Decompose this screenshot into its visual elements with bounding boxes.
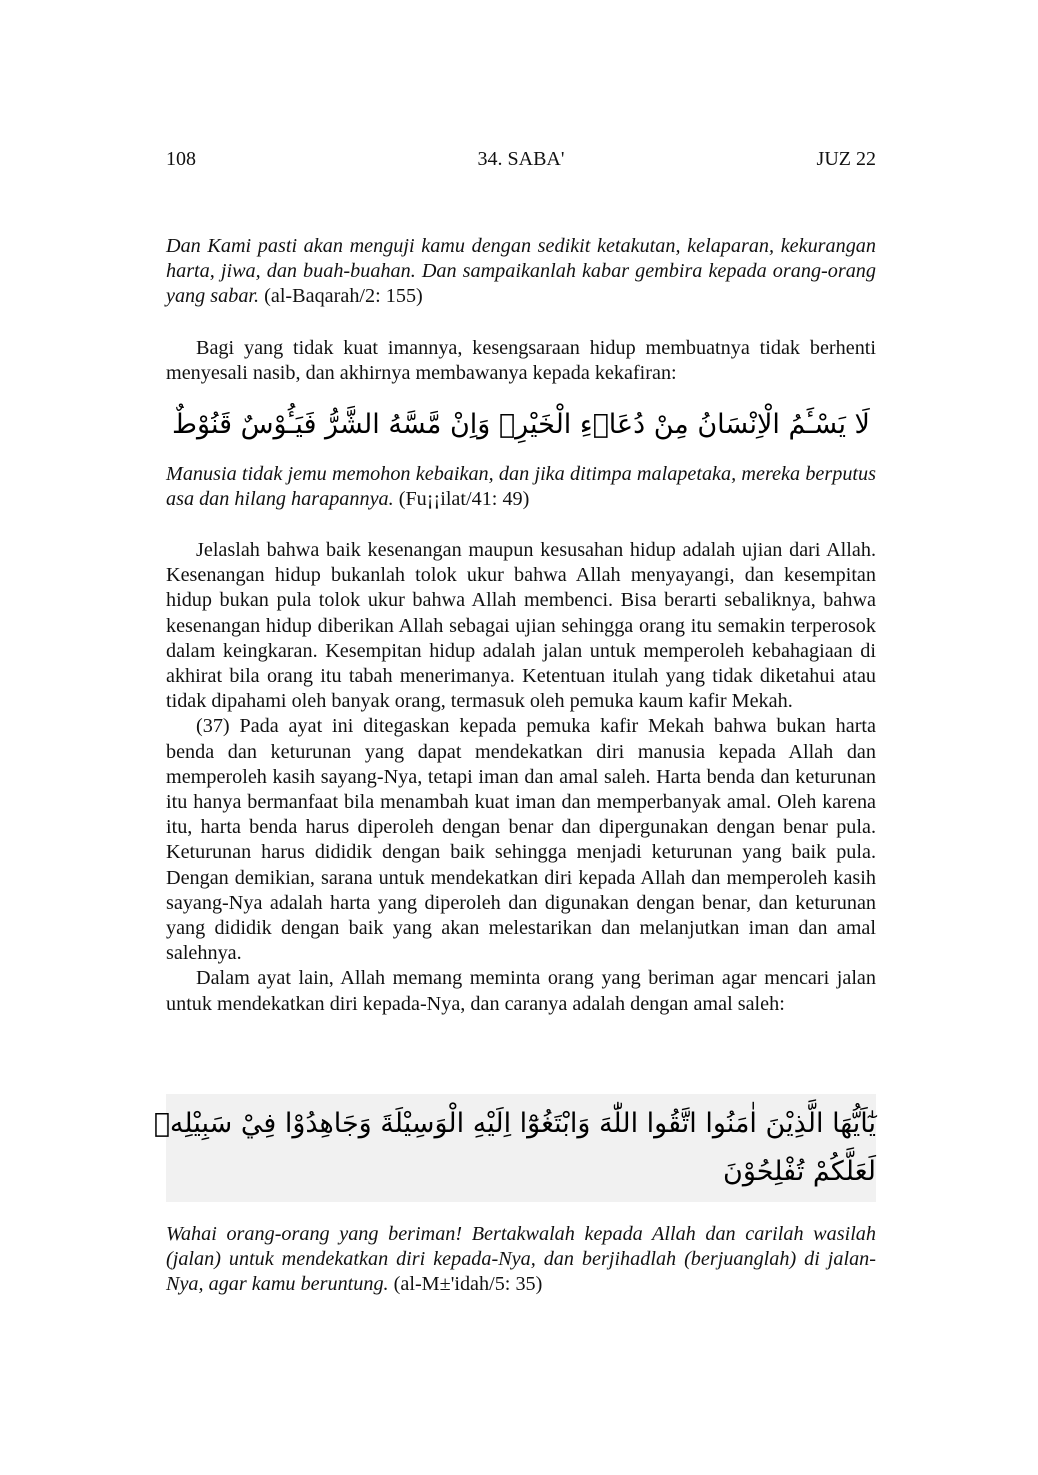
arabic-verse-line: لَعَلَّكُمْ تُفْلِحُوْنَ [723,1156,876,1187]
quote-almaidah [166,1222,876,1298]
paragraph-ayat-37: (37) Pada ayat ini ditegaskan kepada pemuka kafir Mekah bahwa bukan harta benda dan keturunan yang dapat mendekatkan diri manusia kepada Allah dan memperoleh kasih sayang-Nya, tetapi iman dan amal saleh. Harta benda dan keturunan itu hanya bermanfaat bila menambah kuat iman dan memperbanyak amal. Oleh karena itu, harta benda harus diperoleh dengan benar dan dipergunakan dengan benar pula. Keturunan harus dididik dengan baik sehingga menjadi keturunan yang baik pula. Dengan demikian, sarana untuk mendekatkan diri kepada Allah dan memperoleh kasih sayang-Nya adalah harta yang diperoleh dan digunakan dengan benar, dan keturunan yang dididik dengan baik yang akan melestarikan dan melanjutkan iman dan amal salehnya. [166,715,876,965]
quote-albaqarah [166,234,876,310]
quote-translation: Manusia tidak jemu memohon kebaikan, dan jika ditimpa malapetaka, mereka berputus asa dan hilang harapannya. [166,463,876,511]
quote-reference: (al-M±'idah/5: 35) [388,1273,543,1296]
paragraph-text: Bagi yang tidak kuat imannya, kesengsaraan hidup membuatnya tidak berhenti menyesali nasib, dan akhirnya membawanya kepada kekafiran: [166,337,876,385]
paragraph-ayat-lain: Dalam ayat lain, Allah memang meminta orang yang beriman agar mencari jalan untuk mendekatkan diri kepada-Nya, dan caranya adalah dengan amal saleh: [166,967,876,1015]
paragraph-intro [166,336,876,386]
paragraph-text: Jelaslah bahwa baik kesenangan maupun kesusahan hidup adalah ujian dari Allah. Kesenangan hidup bukanlah tolok ukur bahwa Allah menyayangi, dan kesempitan hidup bukan pula tolok ukur bahwa Allah membenci. Bisa berarti sebaliknya, bahwa kesenangan hidup diberikan Allah sebagai ujian sehingga orang itu semakin terperosok dalam keingkaran. Kesempitan hidup adalah jalan untuk memperoleh kebahagiaan di akhirat bila orang itu tabah menerimanya. Ketentuan itulah yang tidak diketahui atau tidak dipahami oleh banyak orang, termasuk oleh pemuka kaum kafir Mekah. [166,539,876,713]
paragraph-ujian [166,538,876,1017]
arabic-verse-line: يٰٓاَيُّهَا الَّذِيْنَ اٰمَنُوا اتَّقُوا اللّٰهَ وَابْتَغُوْٓا اِلَيْهِ الْوَسِيْلَةَ وَجَاهِدُوْا فِيْ سَبِيْلِهٖ [153,1108,876,1139]
page-header [166,146,876,172]
quote-reference: (Fu¡¡ilat/41: 49) [393,488,530,511]
quote-reference: (al-Baqarah/2: 155) [259,285,423,308]
arabic-verse-almaidah [153,1094,876,1202]
quote-translation: Wahai orang-orang yang beriman! Bertakwalah kepada Allah dan carilah wasilah (jalan) untuk mendekatkan diri kepada-Nya, dan berjihadlah (berjuanglah) di jalan-Nya, agar kamu beruntung. [166,1223,876,1296]
page-number: 108 [166,148,196,170]
arabic-verse-fussilat: لَا يَسْـَٔمُ الْاِنْسَانُ مِنْ دُعَاۤءِ الْخَيْرِۖ وَاِنْ مَّسَّهُ الشَّرُّ فَيَـُٔوْسٌ قَنُوْطٌ [172,409,870,440]
quote-fussilat [166,462,876,512]
juz-label: JUZ 22 [816,148,876,170]
quote-translation: Dan Kami pasti akan menguji kamu dengan sedikit ketakutan, kelaparan, kekurangan harta, jiwa, dan buah-buahan. Dan sampaikanlah kabar gembira kepada orang-orang yang sabar. [166,235,876,308]
surah-title: 34. SABA' [477,148,565,170]
